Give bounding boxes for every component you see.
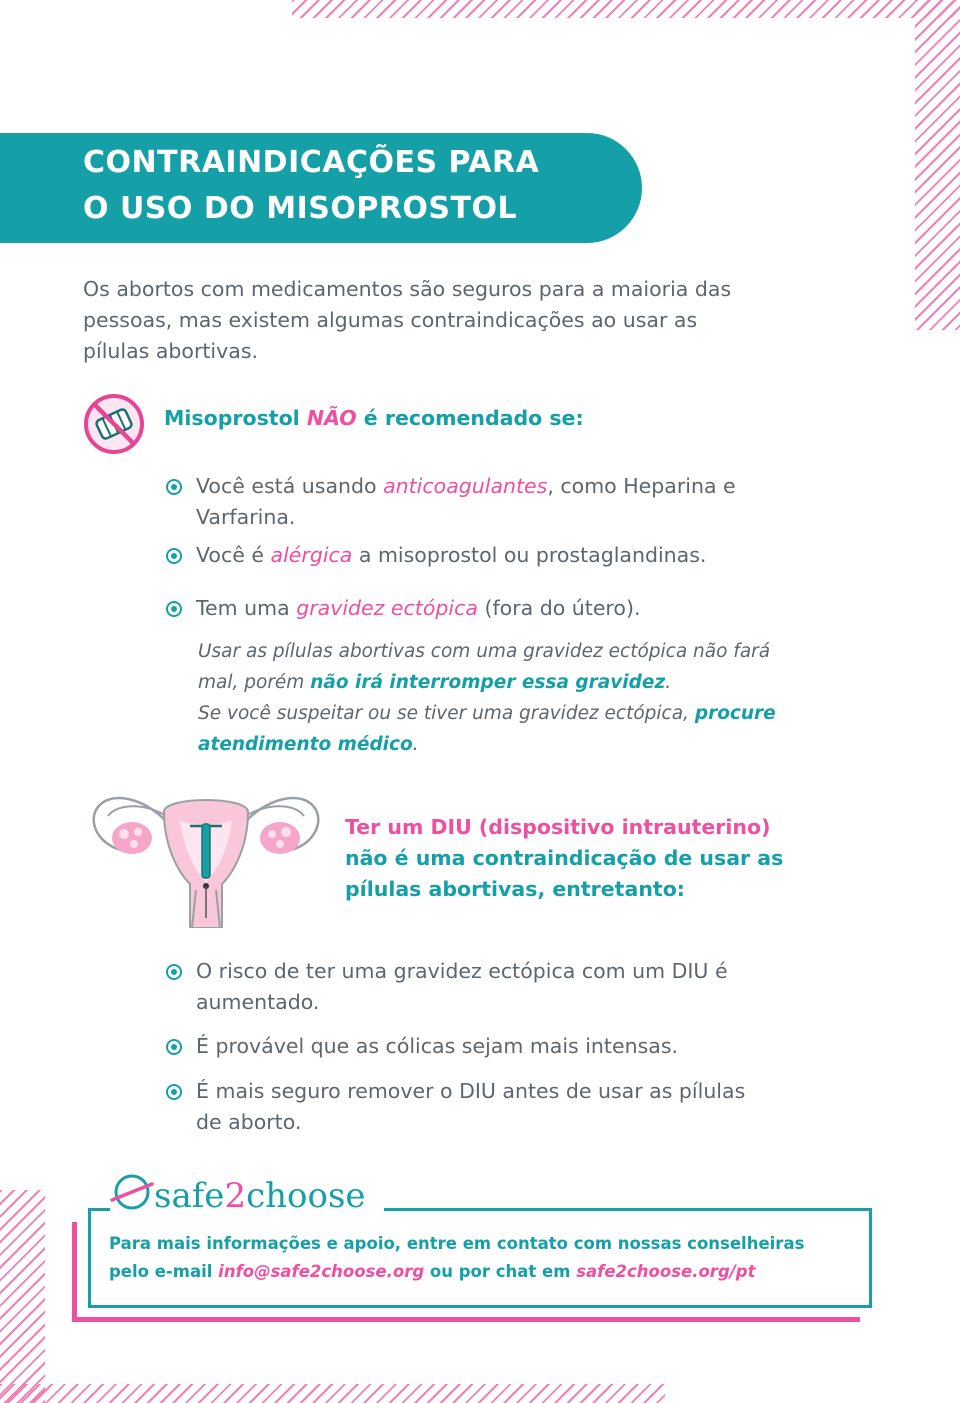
logo-text-post: choose: [246, 1176, 366, 1216]
title-line-2: O USO DO MISOPROSTOL: [83, 191, 518, 226]
title-line-1: CONTRAINDICAÇÕES PARA: [83, 145, 540, 180]
note-emphasis: procure: [694, 703, 776, 724]
diu-bullet-2: É provável que as cólicas sejam mais intensas.: [166, 1031, 866, 1062]
diu-bullet-3: É mais seguro remover o DIU antes de usar as pílulas de aborto.: [166, 1076, 866, 1138]
hatch-bottom-bar: [0, 1384, 665, 1403]
email-link[interactable]: info@safe2choose.org: [218, 1262, 425, 1281]
intro-line-3: pílulas abortivas.: [83, 339, 259, 363]
bullet-dot-icon: [166, 964, 182, 980]
bullet-dot-icon: [166, 548, 182, 564]
footer-contact-text: Para mais informações e apoio, entre em contato com nossas conselheiras pelo e-mail info@safe2choose.org ou por chat em safe2choose.org/pt: [109, 1234, 805, 1281]
diu-heading-pink: Ter um DIU (dispositivo intrauterino): [345, 815, 771, 839]
footer-frame-top-right: [384, 1208, 872, 1211]
miso-heading-pre: Misoprostol: [164, 406, 307, 430]
title-banner: [0, 133, 642, 243]
miso-heading-em: NÃO: [306, 406, 357, 430]
bullet-dot-icon: [166, 1039, 182, 1055]
ectopic-note: Usar as pílulas abortivas com uma gravidez ectópica não fará mal, porém não irá interromper essa gravidez. Se você suspeitar ou se tiver uma gravidez ectópica, procure atendimento médico.: [198, 641, 776, 755]
intro-line-1: Os abortos com medicamentos são seguros para a maioria das: [83, 277, 732, 301]
miso-heading: [164, 406, 584, 430]
bullet-dot-icon: [166, 1084, 182, 1100]
intro-paragraph: [83, 274, 883, 367]
bullet-emphasis: alérgica: [270, 543, 353, 567]
uterus-iud-icon: [88, 786, 324, 928]
intro-line-2: pessoas, mas existem algumas contraindicações ao usar as: [83, 308, 698, 332]
miso-heading-post: é recomendado se:: [356, 406, 584, 430]
bullet-dot-icon: [166, 479, 182, 495]
bullet-dot-icon: [166, 601, 182, 617]
hatch-top-right: [915, 0, 960, 330]
diu-bullet-1: O risco de ter uma gravidez ectópica com um DIU é aumentado.: [166, 956, 866, 1018]
site-link[interactable]: safe2choose.org/pt: [576, 1262, 756, 1281]
miso-bullet-2: Você é alérgica a misoprostol ou prostaglandinas.: [166, 540, 866, 571]
note-emphasis: não irá interromper essa gravidez: [310, 672, 666, 693]
footer-frame-top-left: [88, 1208, 110, 1211]
logo-text-num: 2: [224, 1176, 247, 1216]
note-emphasis: atendimento médico: [198, 734, 413, 755]
logo-mark-icon: [110, 1170, 154, 1214]
miso-bullet-3: Tem uma gravidez ectópica (fora do útero).: [166, 593, 866, 624]
hatch-top-bar: [292, 0, 960, 18]
hatch-bottom-left: [0, 1190, 45, 1403]
no-pill-icon: [82, 392, 146, 456]
bullet-emphasis: anticoagulantes: [383, 474, 548, 498]
diu-heading: Ter um DIU (dispositivo intrauterino) não é uma contraindicação de usar as pílulas abortivas, entretanto:: [345, 812, 865, 905]
logo-text-pre: safe: [154, 1176, 225, 1216]
bullet-emphasis: gravidez ectópica: [296, 596, 478, 620]
miso-bullet-1: Você está usando anticoagulantes, como Heparina e Varfarina.: [166, 471, 866, 533]
